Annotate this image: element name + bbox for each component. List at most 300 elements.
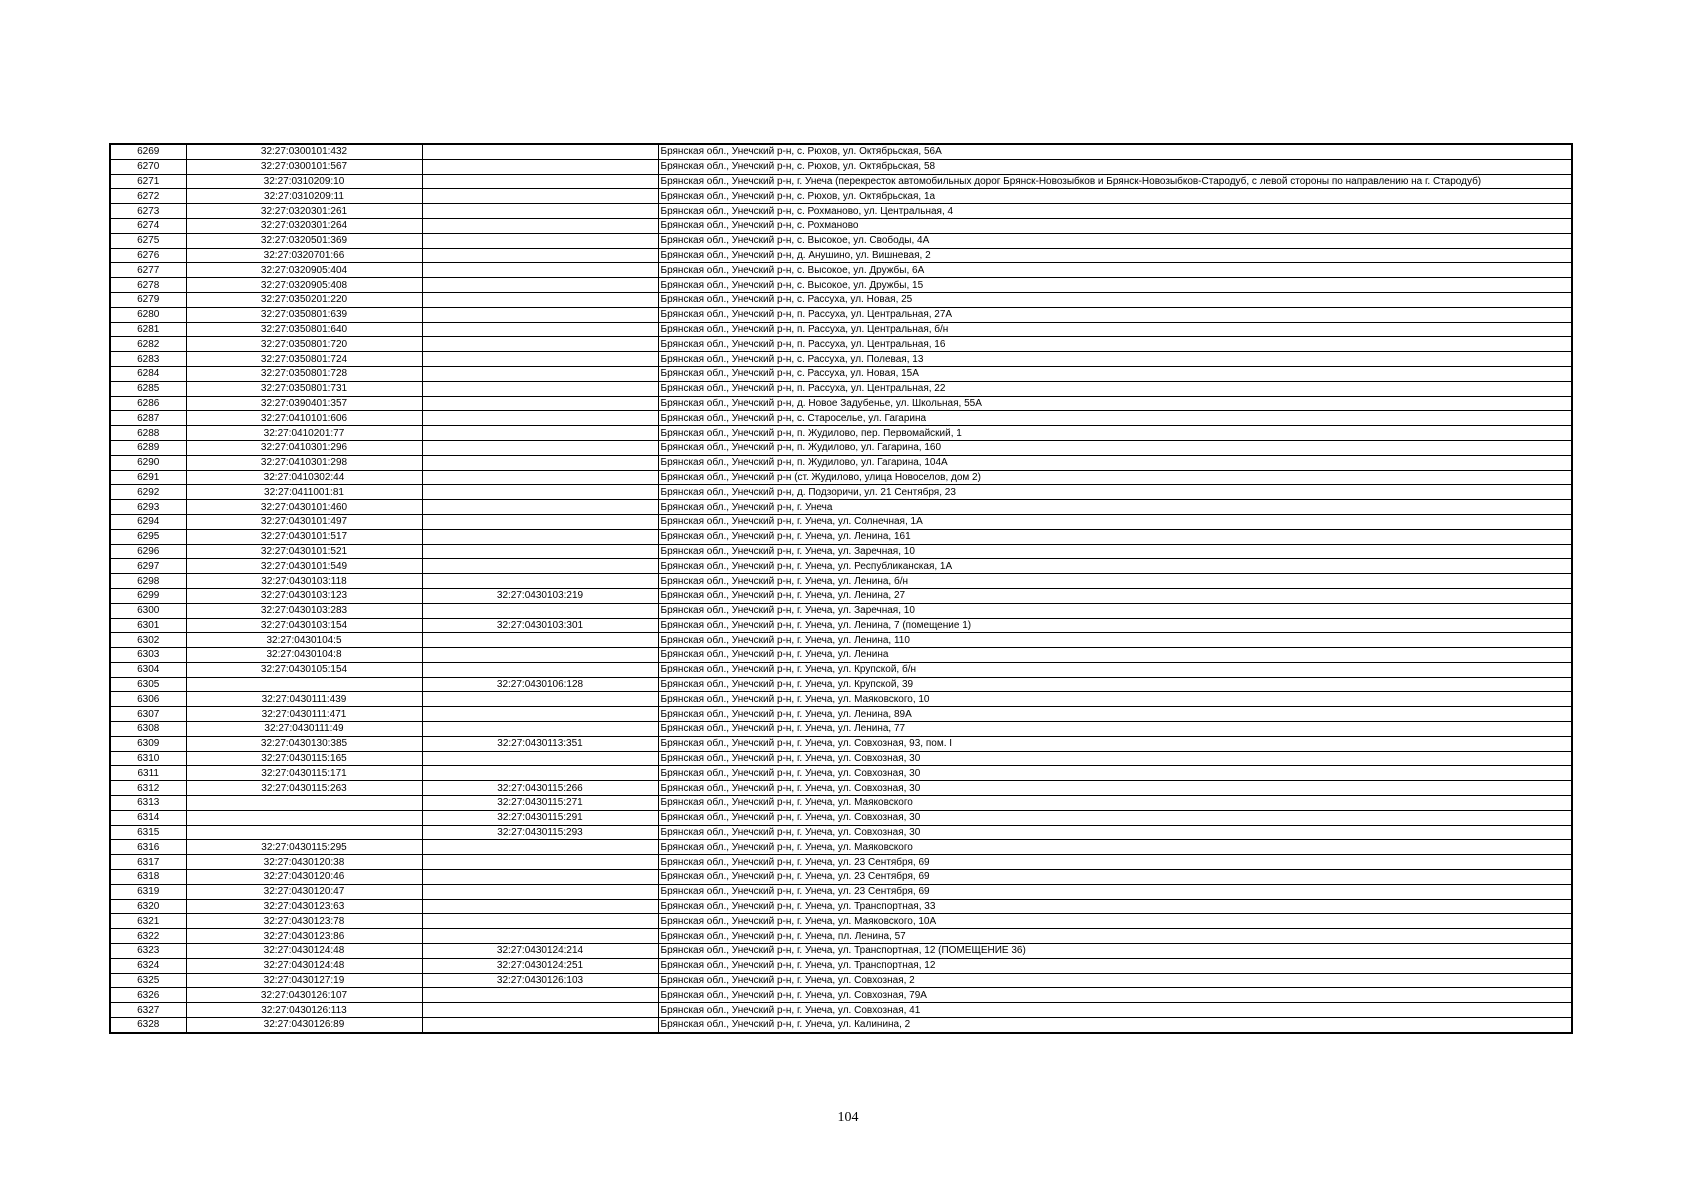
linked-cadastral-number-cell: 32:27:0430115:293 [422, 825, 658, 840]
cadastral-number-cell: 32:27:0430101:460 [186, 500, 422, 515]
row-number-cell: 6297 [110, 559, 186, 574]
row-number-cell: 6324 [110, 958, 186, 973]
table-row [110, 381, 1572, 396]
cadastral-number-cell: 32:27:0410301:298 [186, 455, 422, 470]
cadastral-number-cell: 32:27:0300101:432 [186, 144, 422, 159]
table-row [110, 174, 1572, 189]
table-row [110, 588, 1572, 603]
table-row [110, 233, 1572, 248]
table-row [110, 204, 1572, 219]
cadastral-number-cell [186, 677, 422, 692]
cadastral-number-cell: 32:27:0430103:118 [186, 574, 422, 589]
address-cell: Брянская обл., Унечский р-н, г. Унеча, ул. Ленина, 7 (помещение 1) [658, 618, 1572, 633]
linked-cadastral-number-cell [422, 544, 658, 559]
address-cell: Брянская обл., Унечский р-н (ст. Жудилово, улица Новоселов, дом 2) [658, 470, 1572, 485]
address-cell: Брянская обл., Унечский р-н, с. Рохманово [658, 218, 1572, 233]
row-number-cell: 6295 [110, 529, 186, 544]
row-number-cell: 6317 [110, 855, 186, 870]
cadastral-number-cell: 32:27:0410201:77 [186, 426, 422, 441]
cadastral-number-cell: 32:27:0320501:369 [186, 233, 422, 248]
address-cell: Брянская обл., Унечский р-н, г. Унеча, ул. Республиканская, 1А [658, 559, 1572, 574]
linked-cadastral-number-cell [422, 500, 658, 515]
address-cell: Брянская обл., Унечский р-н, с. Рассуха, ул. Новая, 15А [658, 366, 1572, 381]
address-cell: Брянская обл., Унечский р-н, с. Рассуха, ул. Полевая, 13 [658, 352, 1572, 367]
cadastral-number-cell: 32:27:0350801:639 [186, 307, 422, 322]
cadastral-number-cell: 32:27:0430123:63 [186, 899, 422, 914]
cadastral-number-cell: 32:27:0430103:123 [186, 588, 422, 603]
address-cell: Брянская обл., Унечский р-н, п. Жудилово, ул. Гагарина, 160 [658, 440, 1572, 455]
linked-cadastral-number-cell [422, 574, 658, 589]
cadastral-number-cell: 32:27:0410101:606 [186, 411, 422, 426]
linked-cadastral-number-cell [422, 633, 658, 648]
table-row [110, 973, 1572, 988]
cadastral-number-cell: 32:27:0350801:720 [186, 337, 422, 352]
linked-cadastral-number-cell [422, 263, 658, 278]
row-number-cell: 6296 [110, 544, 186, 559]
address-cell: Брянская обл., Унечский р-н, г. Унеча, ул. Совхозная, 30 [658, 781, 1572, 796]
cadastral-number-cell: 32:27:0320701:66 [186, 248, 422, 263]
address-cell: Брянская обл., Унечский р-н, г. Унеча, ул. 23 Сентября, 69 [658, 855, 1572, 870]
address-cell: Брянская обл., Унечский р-н, г. Унеча, ул. Ленина [658, 648, 1572, 663]
row-number-cell: 6279 [110, 292, 186, 307]
address-cell: Брянская обл., Унечский р-н, д. Новое Задубенье, ул. Школьная, 55А [658, 396, 1572, 411]
address-cell: Брянская обл., Унечский р-н, г. Унеча, ул. Совхозная, 30 [658, 766, 1572, 781]
address-cell: Брянская обл., Унечский р-н, г. Унеча, ул. Маяковского, 10 [658, 692, 1572, 707]
table-row [110, 144, 1572, 159]
cadastral-number-cell: 32:27:0320301:264 [186, 218, 422, 233]
address-cell: Брянская обл., Унечский р-н, г. Унеча, ул. Крупской, б/н [658, 662, 1572, 677]
table-row [110, 958, 1572, 973]
cadastral-number-cell: 32:27:0350801:724 [186, 352, 422, 367]
table-row [110, 929, 1572, 944]
table-row [110, 648, 1572, 663]
registry-body [110, 144, 1572, 1033]
table-row [110, 337, 1572, 352]
address-cell: Брянская обл., Унечский р-н, с. Рюхов, ул. Октябрьская, 56А [658, 144, 1572, 159]
table-row [110, 618, 1572, 633]
table-row [110, 810, 1572, 825]
table-row [110, 500, 1572, 515]
table-row [110, 633, 1572, 648]
row-number-cell: 6275 [110, 233, 186, 248]
cadastral-number-cell: 32:27:0430130:385 [186, 736, 422, 751]
address-cell: Брянская обл., Унечский р-н, г. Унеча, ул. Совхозная, 93, пом. I [658, 736, 1572, 751]
address-cell: Брянская обл., Унечский р-н, п. Рассуха, ул. Центральная, 22 [658, 381, 1572, 396]
row-number-cell: 6319 [110, 884, 186, 899]
linked-cadastral-number-cell: 32:27:0430115:266 [422, 781, 658, 796]
address-cell: Брянская обл., Унечский р-н, г. Унеча, ул. Совхозная, 41 [658, 1003, 1572, 1018]
linked-cadastral-number-cell: 32:27:0430106:128 [422, 677, 658, 692]
table-row [110, 766, 1572, 781]
linked-cadastral-number-cell [422, 366, 658, 381]
linked-cadastral-number-cell [422, 426, 658, 441]
cadastral-number-cell: 32:27:0410301:296 [186, 440, 422, 455]
cadastral-number-cell: 32:27:0430111:49 [186, 722, 422, 737]
row-number-cell: 6276 [110, 248, 186, 263]
address-cell: Брянская обл., Унечский р-н, г. Унеча, ул. Совхозная, 30 [658, 810, 1572, 825]
row-number-cell: 6306 [110, 692, 186, 707]
table-row [110, 322, 1572, 337]
address-cell: Брянская обл., Унечский р-н, г. Унеча, ул. Заречная, 10 [658, 544, 1572, 559]
cadastral-number-cell: 32:27:0430115:263 [186, 781, 422, 796]
address-cell: Брянская обл., Унечский р-н, г. Унеча, ул. Ленина, б/н [658, 574, 1572, 589]
address-cell: Брянская обл., Унечский р-н, г. Унеча, ул. Совхозная, 2 [658, 973, 1572, 988]
row-number-cell: 6282 [110, 337, 186, 352]
linked-cadastral-number-cell [422, 929, 658, 944]
table-row [110, 559, 1572, 574]
row-number-cell: 6304 [110, 662, 186, 677]
address-cell: Брянская обл., Унечский р-н, г. Унеча, ул. 23 Сентября, 69 [658, 870, 1572, 885]
cadastral-number-cell: 32:27:0430101:549 [186, 559, 422, 574]
row-number-cell: 6307 [110, 707, 186, 722]
row-number-cell: 6325 [110, 973, 186, 988]
address-cell: Брянская обл., Унечский р-н, д. Подзоричи, ул. 21 Сентября, 23 [658, 485, 1572, 500]
address-cell: Брянская обл., Унечский р-н, г. Унеча, ул. 23 Сентября, 69 [658, 884, 1572, 899]
address-cell: Брянская обл., Унечский р-н, с. Высокое, ул. Дружбы, 6А [658, 263, 1572, 278]
cadastral-number-cell: 32:27:0350801:640 [186, 322, 422, 337]
row-number-cell: 6293 [110, 500, 186, 515]
cadastral-number-cell: 32:27:0350201:220 [186, 292, 422, 307]
row-number-cell: 6310 [110, 751, 186, 766]
linked-cadastral-number-cell [422, 381, 658, 396]
row-number-cell: 6285 [110, 381, 186, 396]
linked-cadastral-number-cell [422, 218, 658, 233]
table-row [110, 1003, 1572, 1018]
row-number-cell: 6280 [110, 307, 186, 322]
table-row [110, 159, 1572, 174]
row-number-cell: 6294 [110, 514, 186, 529]
linked-cadastral-number-cell [422, 307, 658, 322]
linked-cadastral-number-cell: 32:27:0430103:301 [422, 618, 658, 633]
cadastral-number-cell: 32:27:0430103:283 [186, 603, 422, 618]
linked-cadastral-number-cell [422, 559, 658, 574]
row-number-cell: 6291 [110, 470, 186, 485]
row-number-cell: 6292 [110, 485, 186, 500]
address-cell: Брянская обл., Унечский р-н, с. Староселье, ул. Гагарина [658, 411, 1572, 426]
row-number-cell: 6323 [110, 944, 186, 959]
linked-cadastral-number-cell: 32:27:0430103:219 [422, 588, 658, 603]
address-cell: Брянская обл., Унечский р-н, п. Рассуха, ул. Центральная, б/н [658, 322, 1572, 337]
linked-cadastral-number-cell [422, 411, 658, 426]
address-cell: Брянская обл., Унечский р-н, г. Унеча, ул. Совхозная, 79А [658, 988, 1572, 1003]
address-cell: Брянская обл., Унечский р-н, п. Жудилово, пер. Первомайский, 1 [658, 426, 1572, 441]
cadastral-number-cell: 32:27:0430101:521 [186, 544, 422, 559]
cadastral-number-cell: 32:27:0430126:107 [186, 988, 422, 1003]
cadastral-number-cell: 32:27:0320905:408 [186, 278, 422, 293]
table-row [110, 870, 1572, 885]
address-cell: Брянская обл., Унечский р-н, г. Унеча, ул. Калинина, 2 [658, 1018, 1572, 1033]
address-cell: Брянская обл., Унечский р-н, с. Рассуха, ул. Новая, 25 [658, 292, 1572, 307]
row-number-cell: 6284 [110, 366, 186, 381]
cadastral-number-cell: 32:27:0430123:86 [186, 929, 422, 944]
linked-cadastral-number-cell [422, 988, 658, 1003]
address-cell: Брянская обл., Унечский р-н, г. Унеча, ул. Совхозная, 30 [658, 825, 1572, 840]
table-row [110, 352, 1572, 367]
address-cell: Брянская обл., Унечский р-н, п. Рассуха, ул. Центральная, 27А [658, 307, 1572, 322]
table-row [110, 470, 1572, 485]
row-number-cell: 6272 [110, 189, 186, 204]
linked-cadastral-number-cell [422, 707, 658, 722]
linked-cadastral-number-cell [422, 292, 658, 307]
cadastral-number-cell: 32:27:0430111:439 [186, 692, 422, 707]
row-number-cell: 6300 [110, 603, 186, 618]
cadastral-number-cell: 32:27:0430120:38 [186, 855, 422, 870]
cadastral-number-cell: 32:27:0411001:81 [186, 485, 422, 500]
address-cell: Брянская обл., Унечский р-н, г. Унеча, ул. Ленина, 161 [658, 529, 1572, 544]
linked-cadastral-number-cell [422, 1003, 658, 1018]
row-number-cell: 6303 [110, 648, 186, 663]
cadastral-number-cell: 32:27:0430126:89 [186, 1018, 422, 1033]
linked-cadastral-number-cell [422, 248, 658, 263]
address-cell: Брянская обл., Унечский р-н, г. Унеча, ул. Солнечная, 1А [658, 514, 1572, 529]
row-number-cell: 6309 [110, 736, 186, 751]
address-cell: Брянская обл., Унечский р-н, г. Унеча, ул. Транспортная, 12 [658, 958, 1572, 973]
table-row [110, 677, 1572, 692]
row-number-cell: 6271 [110, 174, 186, 189]
address-cell: Брянская обл., Унечский р-н, г. Унеча, ул. Ленина, 77 [658, 722, 1572, 737]
row-number-cell: 6327 [110, 1003, 186, 1018]
cadastral-number-cell: 32:27:0310209:10 [186, 174, 422, 189]
cadastral-number-cell: 32:27:0430104:8 [186, 648, 422, 663]
linked-cadastral-number-cell: 32:27:0430113:351 [422, 736, 658, 751]
address-cell: Брянская обл., Унечский р-н, г. Унеча, ул. Транспортная, 12 (ПОМЕЩЕНИЕ 36) [658, 944, 1572, 959]
table-row [110, 796, 1572, 811]
table-row [110, 574, 1572, 589]
table-row [110, 529, 1572, 544]
table-row [110, 455, 1572, 470]
cadastral-number-cell: 32:27:0430127:19 [186, 973, 422, 988]
linked-cadastral-number-cell [422, 322, 658, 337]
cadastral-number-cell: 32:27:0350801:731 [186, 381, 422, 396]
table-row [110, 781, 1572, 796]
row-number-cell: 6286 [110, 396, 186, 411]
address-cell: Брянская обл., Унечский р-н, г. Унеча, ул. Ленина, 89А [658, 707, 1572, 722]
table-row [110, 426, 1572, 441]
row-number-cell: 6316 [110, 840, 186, 855]
linked-cadastral-number-cell [422, 648, 658, 663]
row-number-cell: 6277 [110, 263, 186, 278]
row-number-cell: 6283 [110, 352, 186, 367]
table-row [110, 1018, 1572, 1033]
table-row [110, 662, 1572, 677]
address-cell: Брянская обл., Унечский р-н, г. Унеча (перекресток автомобильных дорог Брянск-Новозыбков и Брянск-Новозыбков-Стародуб, с левой стороны по направлению на г. Стародуб) [658, 174, 1572, 189]
address-cell: Брянская обл., Унечский р-н, г. Унеча, ул. Ленина, 27 [658, 588, 1572, 603]
table-row [110, 366, 1572, 381]
row-number-cell: 6287 [110, 411, 186, 426]
row-number-cell: 6320 [110, 899, 186, 914]
table-row [110, 692, 1572, 707]
row-number-cell: 6290 [110, 455, 186, 470]
row-number-cell: 6299 [110, 588, 186, 603]
linked-cadastral-number-cell [422, 751, 658, 766]
address-cell: Брянская обл., Унечский р-н, с. Высокое, ул. Свободы, 4А [658, 233, 1572, 248]
linked-cadastral-number-cell [422, 440, 658, 455]
table-row [110, 899, 1572, 914]
row-number-cell: 6314 [110, 810, 186, 825]
cadastral-number-cell: 32:27:0430115:171 [186, 766, 422, 781]
cadastral-number-cell: 32:27:0430120:47 [186, 884, 422, 899]
linked-cadastral-number-cell [422, 662, 658, 677]
linked-cadastral-number-cell: 32:27:0430126:103 [422, 973, 658, 988]
linked-cadastral-number-cell [422, 914, 658, 929]
table-row [110, 307, 1572, 322]
row-number-cell: 6308 [110, 722, 186, 737]
linked-cadastral-number-cell [422, 278, 658, 293]
row-number-cell: 6318 [110, 870, 186, 885]
cadastral-number-cell: 32:27:0430103:154 [186, 618, 422, 633]
cadastral-number-cell: 32:27:0430101:497 [186, 514, 422, 529]
address-cell: Брянская обл., Унечский р-н, с. Рохманово, ул. Центральная, 4 [658, 204, 1572, 219]
address-cell: Брянская обл., Унечский р-н, г. Унеча, ул. Маяковского [658, 840, 1572, 855]
page-number: 104 [837, 1110, 859, 1125]
cadastral-number-cell [186, 810, 422, 825]
row-number-cell: 6269 [110, 144, 186, 159]
cadastral-number-cell: 32:27:0430120:46 [186, 870, 422, 885]
linked-cadastral-number-cell [422, 855, 658, 870]
linked-cadastral-number-cell [422, 766, 658, 781]
row-number-cell: 6305 [110, 677, 186, 692]
linked-cadastral-number-cell [422, 1018, 658, 1033]
linked-cadastral-number-cell: 32:27:0430115:291 [422, 810, 658, 825]
row-number-cell: 6326 [110, 988, 186, 1003]
linked-cadastral-number-cell [422, 514, 658, 529]
table-row [110, 278, 1572, 293]
address-cell: Брянская обл., Унечский р-н, г. Унеча, ул. Транспортная, 33 [658, 899, 1572, 914]
linked-cadastral-number-cell: 32:27:0430115:271 [422, 796, 658, 811]
row-number-cell: 6302 [110, 633, 186, 648]
address-cell: Брянская обл., Унечский р-н, г. Унеча [658, 500, 1572, 515]
table-row [110, 396, 1572, 411]
table-row [110, 603, 1572, 618]
table-row [110, 263, 1572, 278]
linked-cadastral-number-cell [422, 692, 658, 707]
table-row [110, 751, 1572, 766]
table-row [110, 840, 1572, 855]
row-number-cell: 6322 [110, 929, 186, 944]
cadastral-number-cell: 32:27:0300101:567 [186, 159, 422, 174]
address-cell: Брянская обл., Унечский р-н, п. Жудилово, ул. Гагарина, 104А [658, 455, 1572, 470]
row-number-cell: 6313 [110, 796, 186, 811]
address-cell: Брянская обл., Унечский р-н, г. Унеча, ул. Ленина, 110 [658, 633, 1572, 648]
cadastral-number-cell: 32:27:0430111:471 [186, 707, 422, 722]
cadastral-number-cell: 32:27:0430105:154 [186, 662, 422, 677]
linked-cadastral-number-cell [422, 485, 658, 500]
cadastral-number-cell: 32:27:0430126:113 [186, 1003, 422, 1018]
linked-cadastral-number-cell [422, 899, 658, 914]
cadastral-number-cell: 32:27:0350801:728 [186, 366, 422, 381]
table-row [110, 248, 1572, 263]
cadastral-number-cell [186, 796, 422, 811]
linked-cadastral-number-cell [422, 189, 658, 204]
cadastral-number-cell: 32:27:0320301:261 [186, 204, 422, 219]
table-row [110, 514, 1572, 529]
table-row [110, 292, 1572, 307]
row-number-cell: 6288 [110, 426, 186, 441]
table-row [110, 218, 1572, 233]
row-number-cell: 6273 [110, 204, 186, 219]
row-number-cell: 6315 [110, 825, 186, 840]
linked-cadastral-number-cell [422, 174, 658, 189]
row-number-cell: 6289 [110, 440, 186, 455]
address-cell: Брянская обл., Унечский р-н, с. Рюхов, ул. Октябрьская, 1а [658, 189, 1572, 204]
cadastral-number-cell: 32:27:0430115:295 [186, 840, 422, 855]
row-number-cell: 6270 [110, 159, 186, 174]
table-row [110, 544, 1572, 559]
address-cell: Брянская обл., Унечский р-н, г. Унеча, ул. Заречная, 10 [658, 603, 1572, 618]
table-row [110, 884, 1572, 899]
row-number-cell: 6321 [110, 914, 186, 929]
address-cell: Брянская обл., Унечский р-н, п. Рассуха, ул. Центральная, 16 [658, 337, 1572, 352]
linked-cadastral-number-cell [422, 396, 658, 411]
cadastral-number-cell: 32:27:0430123:78 [186, 914, 422, 929]
row-number-cell: 6312 [110, 781, 186, 796]
table-row [110, 855, 1572, 870]
linked-cadastral-number-cell: 32:27:0430124:251 [422, 958, 658, 973]
address-cell: Брянская обл., Унечский р-н, г. Унеча, пл. Ленина, 57 [658, 929, 1572, 944]
row-number-cell: 6274 [110, 218, 186, 233]
row-number-cell: 6298 [110, 574, 186, 589]
cadastral-number-cell: 32:27:0430101:517 [186, 529, 422, 544]
table-row [110, 707, 1572, 722]
cadastral-number-cell: 32:27:0320905:404 [186, 263, 422, 278]
linked-cadastral-number-cell [422, 529, 658, 544]
linked-cadastral-number-cell [422, 884, 658, 899]
table-row [110, 825, 1572, 840]
table-row [110, 736, 1572, 751]
row-number-cell: 6278 [110, 278, 186, 293]
table-row [110, 440, 1572, 455]
row-number-cell: 6311 [110, 766, 186, 781]
linked-cadastral-number-cell [422, 455, 658, 470]
address-cell: Брянская обл., Унечский р-н, г. Унеча, ул. Совхозная, 30 [658, 751, 1572, 766]
linked-cadastral-number-cell [422, 722, 658, 737]
table-row [110, 485, 1572, 500]
table-row [110, 411, 1572, 426]
linked-cadastral-number-cell [422, 603, 658, 618]
linked-cadastral-number-cell [422, 840, 658, 855]
linked-cadastral-number-cell [422, 870, 658, 885]
address-cell: Брянская обл., Унечский р-н, с. Рюхов, ул. Октябрьская, 58 [658, 159, 1572, 174]
address-cell: Брянская обл., Унечский р-н, г. Унеча, ул. Крупской, 39 [658, 677, 1572, 692]
cadastral-number-cell: 32:27:0430124:48 [186, 944, 422, 959]
table-row [110, 988, 1572, 1003]
row-number-cell: 6301 [110, 618, 186, 633]
linked-cadastral-number-cell [422, 352, 658, 367]
linked-cadastral-number-cell [422, 470, 658, 485]
table-row [110, 944, 1572, 959]
address-cell: Брянская обл., Унечский р-н, г. Унеча, ул. Маяковского [658, 796, 1572, 811]
linked-cadastral-number-cell [422, 159, 658, 174]
cadastral-number-cell: 32:27:0430104:5 [186, 633, 422, 648]
row-number-cell: 6281 [110, 322, 186, 337]
address-cell: Брянская обл., Унечский р-н, г. Унеча, ул. Маяковского, 10А [658, 914, 1572, 929]
linked-cadastral-number-cell [422, 204, 658, 219]
cadastral-number-cell: 32:27:0410302:44 [186, 470, 422, 485]
linked-cadastral-number-cell [422, 233, 658, 248]
cadastral-number-cell: 32:27:0310209:11 [186, 189, 422, 204]
cadastral-number-cell: 32:27:0390401:357 [186, 396, 422, 411]
table-row [110, 189, 1572, 204]
table-row [110, 722, 1572, 737]
row-number-cell: 6328 [110, 1018, 186, 1033]
linked-cadastral-number-cell [422, 144, 658, 159]
address-cell: Брянская обл., Унечский р-н, д. Анушино, ул. Вишневая, 2 [658, 248, 1572, 263]
cadastral-number-cell [186, 825, 422, 840]
registry-table [109, 143, 1573, 1034]
cadastral-number-cell: 32:27:0430115:165 [186, 751, 422, 766]
table-row [110, 914, 1572, 929]
linked-cadastral-number-cell [422, 337, 658, 352]
